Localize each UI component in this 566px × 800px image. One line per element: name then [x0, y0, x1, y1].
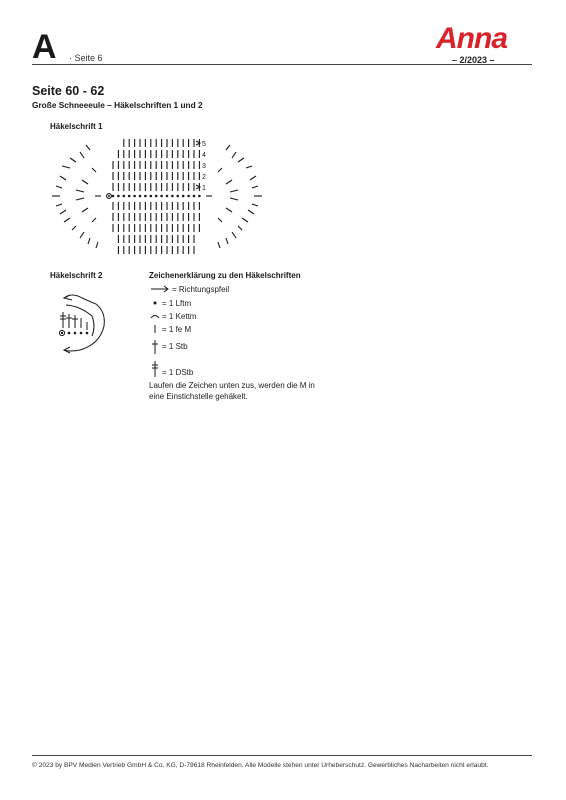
fan-stroke	[226, 238, 228, 244]
fan-stroke	[72, 226, 76, 230]
diagram1-label: Häkelschrift 1	[50, 122, 103, 131]
legend-note: Laufen die Zeichen unten zus, werden die M in eine Einstichstelle gehäkelt.	[149, 381, 315, 401]
row-number: 3	[202, 163, 206, 170]
fan-stroke	[238, 158, 244, 162]
row-number: 1	[202, 185, 206, 192]
chain-dot	[160, 195, 163, 198]
fan-stroke	[92, 218, 96, 222]
legend-item-bar: = 1 fe M	[162, 325, 192, 334]
chain-dot	[177, 195, 180, 198]
chart2-inner-path	[66, 305, 94, 336]
fan-stroke	[56, 186, 62, 188]
start-ring	[107, 194, 112, 199]
legend-item-dot: = 1 Lftm	[162, 299, 192, 308]
chain-dot	[128, 195, 131, 198]
row-number: 5	[202, 141, 206, 148]
fan-stroke	[76, 198, 84, 200]
chain-dot	[139, 195, 142, 198]
fan-stroke	[86, 145, 90, 150]
fan-stroke	[60, 210, 66, 214]
legend-item-arrow: = Richtungspfeil	[172, 285, 230, 294]
issue-number: – 2/2023 –	[452, 55, 495, 65]
legend-item-arc: = 1 Kettm	[162, 312, 197, 321]
fan-stroke	[250, 176, 256, 180]
fan-stroke	[246, 166, 252, 168]
header-divider	[32, 64, 532, 65]
page-subtitle: Große Schneeeule – Häkelschriften 1 und 2	[32, 100, 203, 110]
fan-stroke	[248, 210, 254, 214]
chain-dot	[150, 195, 153, 198]
chain-dot	[182, 195, 185, 198]
section-letter: A	[32, 28, 57, 66]
start-dot	[108, 195, 110, 197]
arrow-icon	[151, 286, 168, 292]
fan-stroke	[82, 208, 88, 212]
fan-stroke	[226, 180, 232, 184]
fan-stroke	[82, 180, 88, 184]
legend-item-cross-bar: = 1 Stb	[162, 342, 188, 351]
dot-icon	[154, 302, 157, 305]
chart2-arrow-top	[64, 295, 72, 300]
chain-dot	[166, 195, 169, 198]
fan-stroke	[64, 218, 70, 222]
chain-dot	[193, 195, 196, 198]
chain-dot	[112, 195, 115, 198]
fan-stroke	[80, 232, 84, 238]
fan-stroke	[226, 145, 230, 150]
page-label: · Seite 6	[69, 53, 103, 63]
fan-stroke	[230, 198, 238, 200]
row-number: 2	[202, 174, 206, 181]
fan-stroke	[252, 186, 258, 188]
legend-heading: Zeichenerklärung zu den Häkelschriften	[149, 271, 301, 280]
chain-dot	[133, 195, 136, 198]
fan-stroke	[62, 166, 70, 168]
double-cross-bar-icon	[152, 361, 158, 377]
footer-copyright: © 2023 by BPV Medien Vertrieb GmbH & Co. KG, D-79618 Rheinfelden. Alle Modelle stehen unter Urheberschutz. Gewerbliches Nacharbeiten nicht erlaubt.	[32, 762, 489, 769]
fan-stroke	[76, 190, 84, 192]
cross-bar-icon	[152, 340, 158, 354]
fan-stroke	[56, 204, 62, 206]
legend-item-double-cross-bar: = 1 DStb	[162, 368, 194, 377]
chain-dot	[123, 195, 126, 198]
fan-stroke	[60, 176, 66, 180]
fan-stroke	[230, 190, 238, 192]
arc-icon	[151, 316, 159, 319]
chart2-arrow-bottom	[64, 347, 70, 353]
brand-logo: Anna	[436, 22, 507, 55]
diagram2-label: Häkelschrift 2	[50, 271, 103, 280]
direction-arrow	[196, 141, 200, 145]
fan-stroke	[96, 242, 98, 248]
fan-stroke	[232, 152, 236, 158]
fan-stroke	[226, 208, 232, 212]
chain-dot	[144, 195, 147, 198]
chain-dot	[187, 195, 190, 198]
page-title: Seite 60 - 62	[32, 84, 105, 98]
fan-stroke	[252, 204, 258, 206]
footer-divider	[32, 755, 532, 756]
fan-stroke	[80, 152, 84, 158]
chart2-spiral-path	[64, 295, 104, 351]
fan-stroke	[218, 218, 222, 222]
row-number: 4	[202, 152, 206, 159]
chain-dot	[171, 195, 174, 198]
chain-dot	[198, 195, 201, 198]
fan-stroke	[218, 168, 222, 172]
chain-dot	[155, 195, 158, 198]
fan-stroke	[88, 238, 90, 244]
fan-stroke	[92, 168, 96, 172]
chain-dot	[117, 195, 120, 198]
fan-stroke	[238, 226, 242, 230]
fan-stroke	[242, 218, 248, 222]
direction-arrow	[196, 185, 200, 189]
fan-stroke	[232, 232, 236, 238]
fan-stroke	[218, 242, 220, 248]
fan-stroke	[70, 158, 76, 162]
